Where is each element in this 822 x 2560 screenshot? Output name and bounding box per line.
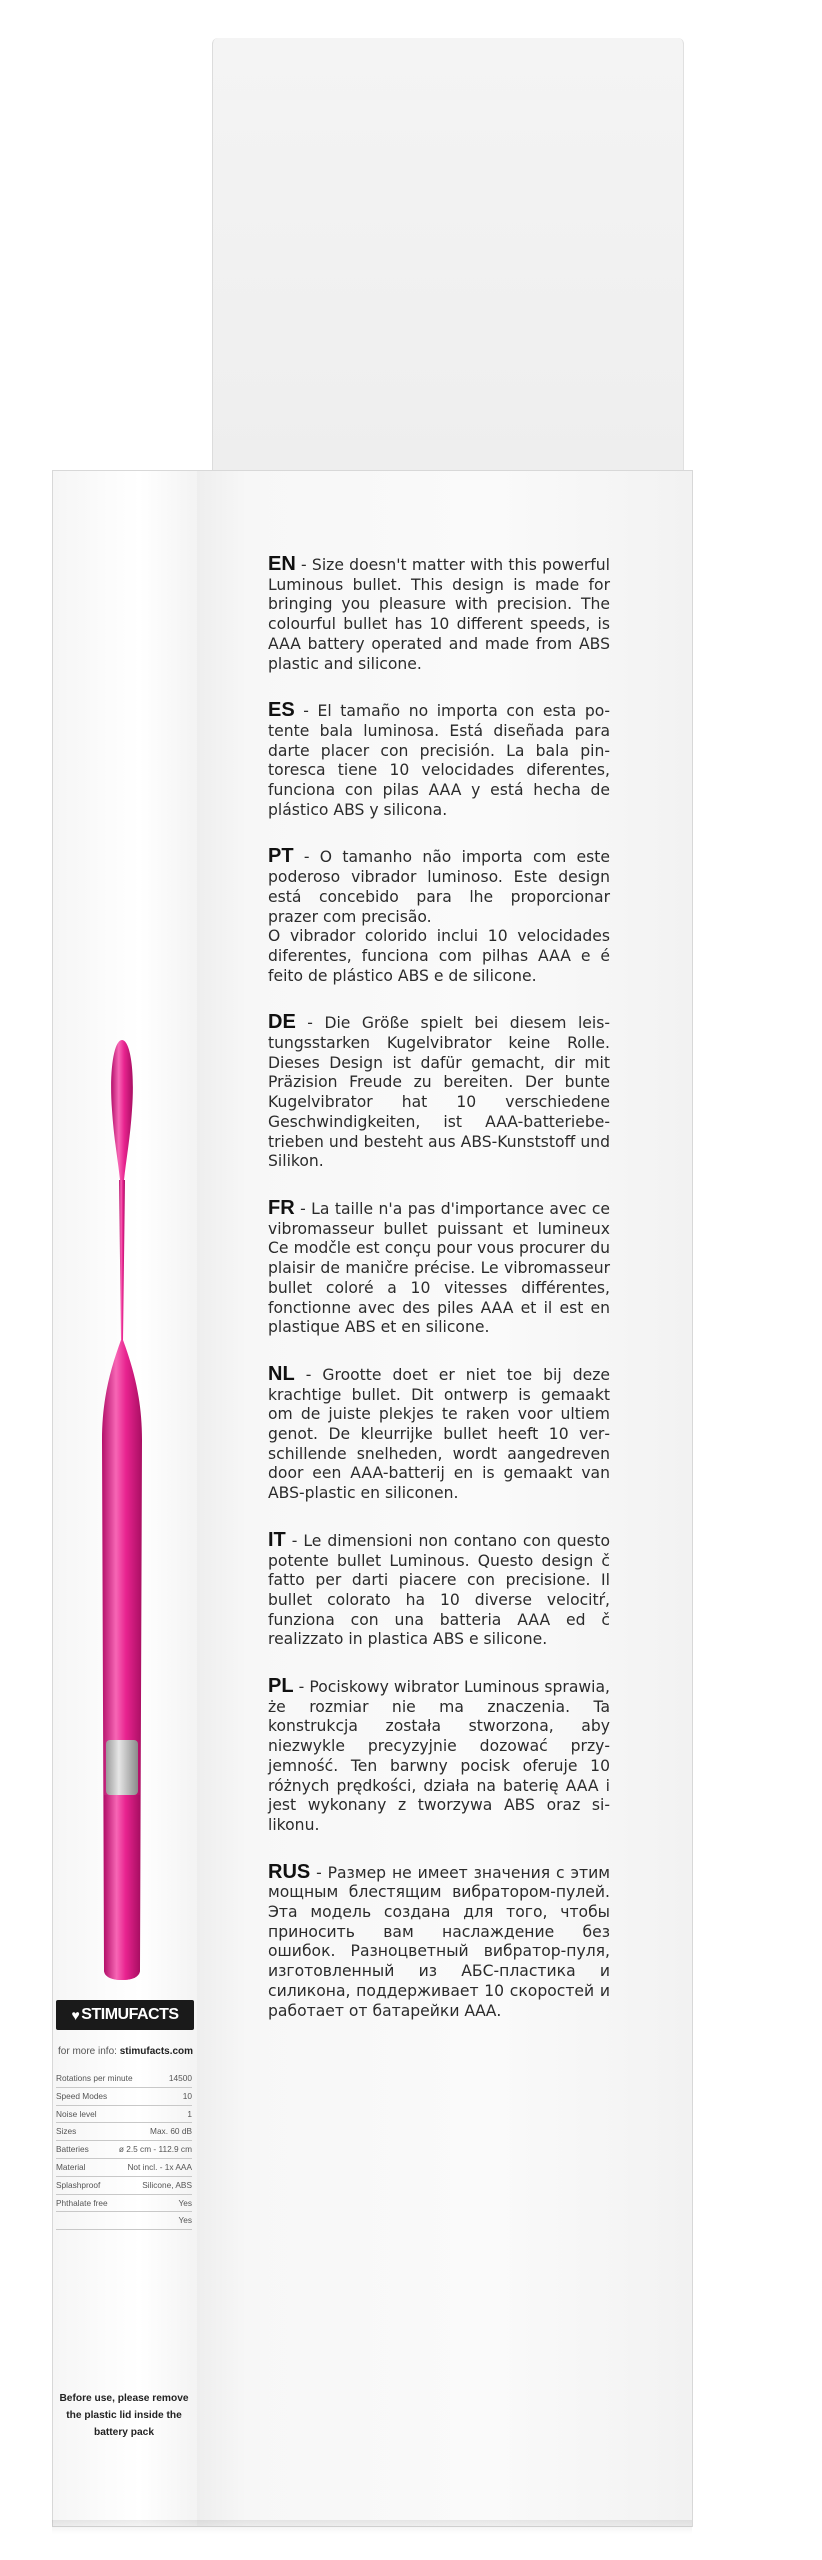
spec-value: 14500 (168, 2073, 192, 2083)
spec-row (56, 2070, 192, 2088)
spec-row (56, 2177, 192, 2195)
spec-label: Sizes (56, 2126, 77, 2137)
description-de: DE - Die Größe spielt bei diesem leistungsstarken Kugelvibrator keine Rolle. Dieses Design ist dafür gemacht, dir mit Präzision Freude zu bereiten. Der bunte Kugelvibrator hat 10 verschiedene Geschwindigkeiten, ist AAA-batteriebetrieben und besteht aus ABS-Kunststoff und Silikon. (268, 1011, 610, 1171)
language-code: EN (268, 553, 296, 575)
spec-label: Speed Modes (56, 2090, 108, 2101)
spec-row (56, 2159, 192, 2177)
specs-table (56, 2070, 192, 2230)
more-info-line (58, 2046, 194, 2057)
description-text: Die Größe spielt bei diesem leistungsstarken Kugelvibrator keine Rolle. Dieses Design ist dafür gemacht, dir mit Präzision Freude zu bereiten. Der bunte Kugelvibrator hat 10 verschiedene Geschwindigkeiten, ist AAA-batteriebetrieben und besteht aus ABS-Kunststoff und Silikon. (268, 1014, 610, 1171)
description-text: La taille n'a pas d'importance avec ce vibromasseur bullet puissant et lumineux Ce modčle est conçu pour vous procurer du plaisir de maničre précise. Le vibromasseur bullet coloré a 10 vitesses différentes, fonctionne avec des piles AAA et il est en plastique ABS et en silicone. (268, 1199, 610, 1337)
spec-value: 10 (182, 2090, 192, 2101)
description-en: EN - Size doesn't matter with this powerful Luminous bullet. This design is made for bringing you pleasure with precision. The colourful bullet has 10 different speeds, is AAA battery operated and made from ABS plastic and silicone. (268, 553, 611, 673)
language-code: DE (268, 1011, 296, 1034)
description-es: ES - El tamaño no importa con esta potente bala luminosa. Está diseñada para darte placer con precisión. La bala pintoresca tiene 10 velocidades diferentes, funciona con pilas AAA y está hecha de plástico ABS y silicona. (268, 699, 610, 819)
description-pt: PT - O tamanho não importa com este poderoso vibrador luminoso. Este design está concebido para lhe proporcionar prazer com precisão. O vibrador colorido inclui 10 velocidades diferentes, funciona com pilhas AAA e é feito de plástico ABS e de silicone. (268, 845, 610, 985)
description-text: Le dimensioni non contano con questo potente bullet Luminous. Questo design č fatto per darti piacere con precisione. Il bullet colorato ha 10 diverse velocitŕ, funziona con una batteria AAA ed č realizzato in plastica ABS e silicone. (268, 1531, 610, 1649)
spec-row (56, 2212, 192, 2230)
spec-label: Rotations per minute (56, 2073, 133, 2083)
spec-value: Yes (178, 2215, 192, 2226)
stimufacts-logo (56, 2000, 194, 2030)
spec-row (56, 2088, 192, 2106)
more-info-prefix: for more info: (58, 2046, 117, 2057)
description-nl: NL - Grootte doet er niet toe bij deze krachtige bullet. Dit ontwerp is gemaakt om de juiste plekjes te raken voor ultiem genot. De kleurrijke bullet heeft 10 verschillende snelheden, wordt aangedreven door een AAA-batterij en is gemaakt van ABS-plastic en siliconen. (268, 1362, 610, 1503)
description-text: Size doesn't matter with this powerful Luminous bullet. This design is made for bringing you pleasure with precision. The colourful bullet has 10 different speeds, is AAA battery operated and made from ABS plastic and silicone. (268, 556, 611, 673)
description-fr: FR - La taille n'a pas d'importance avec ce vibromasseur bullet puissant et lumineux Ce modčle est conçu pour vous procurer du plaisir de maničre précise. Le vibromasseur bullet coloré a 10 vitesses différentes, fonctionne avec des piles AAA et il est en plastique ABS et en silicone. (268, 1196, 610, 1337)
pink-bullet-vibrator-image (100, 1040, 190, 1980)
description-rus: RUS - Размер не имеет значения с этим мощным блестящим вибратором-пулей. Эта модель создана для того, чтобы приносить вам наслаждение без ошибок. Разноцветный вибратор-пуля, изготовленный из АБС-пластика и силикона, поддерживает 10 скоростей и работает от батарейки ААА. (268, 1860, 610, 2020)
spec-value: 1 (187, 2108, 192, 2119)
description-text: El tamaño no importa con esta potente bala luminosa. Está diseñada para darte placer con precisión. La bala pintoresca tiene 10 velocidades diferentes, funciona con pilas AAA y está hecha de plástico ABS y silicona. (268, 702, 610, 819)
spec-value: ø 2.5 cm - 112.9 cm (118, 2144, 192, 2155)
spec-value: Not incl. - 1x AAA (127, 2161, 192, 2172)
description-text: Pociskowy wibrator Luminous sprawia, że rozmiar nie ma znaczenia. Ta konstrukcja została stworzona, aby niezwykle precyzyjnie dozować przyjemność. Ten barwny pocisk oferuje 10 różnych prędkości, działa na baterię AAA i jest wykonany z tworzywa ABS oraz silikonu. (268, 1678, 610, 1834)
description-text: O tamanho não importa com este poderoso vibrador luminoso. Este design está concebido para lhe proporcionar prazer com precisão. O vibrador colorido inclui 10 velocidades diferentes, funciona com pilhas AAA e é feito de plástico ABS e de silicone. (268, 848, 610, 985)
spec-row (56, 2141, 192, 2159)
spec-label: Noise level (56, 2108, 97, 2119)
multilingual-descriptions (268, 555, 610, 2048)
spec-row (56, 2106, 192, 2124)
battery-note: Before use, please remove the plastic lid inside the battery pack (59, 2393, 189, 2438)
box-top-flap (212, 38, 684, 478)
description-it: IT - Le dimensioni non contano con questo potente bullet Luminous. Questo design č fatto per darti piacere con precisione. Il bullet colorato ha 10 diverse velocitŕ, funziona con una batteria AAA ed č realizzato in plastica ABS e silicone. (268, 1528, 610, 1649)
spec-label: Phthalate free (56, 2197, 108, 2208)
language-code: IT (268, 1528, 286, 1551)
language-code: ES (268, 699, 295, 722)
language-code: PL (268, 1675, 294, 1698)
spec-value: Max. 60 dB (150, 2126, 192, 2137)
description-pl: PL - Pociskowy wibrator Luminous sprawia, że rozmiar nie ma znaczenia. Ta konstrukcja została stworzona, aby niezwykle precyzyjnie dozować przyjemność. Ten barwny pocisk oferuje 10 różnych prędkości, działa na baterię AAA i jest wykonany z tworzywa ABS oraz silikonu. (268, 1675, 610, 1834)
logo-text: STIMUFACTS (81, 2006, 179, 2023)
spec-value: Silicone, ABS (142, 2179, 192, 2190)
language-code: NL (268, 1362, 295, 1385)
description-text: Grootte doet er niet toe bij deze krachtige bullet. Dit ontwerp is gemaakt om de juiste plekjes te raken voor ultiem genot. De kleurrijke bullet heeft 10 verschillende snelheden, wordt aangedreven door een AAA-batterij en is gemaakt van ABS-plastic en siliconen. (268, 1365, 610, 1503)
spec-label: Material (56, 2161, 86, 2172)
language-code: FR (268, 1196, 295, 1219)
more-info-site: stimufacts.com (119, 2046, 194, 2057)
heart-icon: ♥ (71, 2007, 80, 2023)
spec-label: Batteries (56, 2144, 89, 2155)
description-text: Размер не имеет значения с этим мощным блестящим вибратором-пулей. Эта модель создана для того, чтобы приносить вам наслаждение без ошибок. Разноцветный вибратор-пуля, изготовленный из АБС-пластика и силикона, поддерживает 10 скоростей и работает от батарейки ААА. (268, 1863, 610, 2020)
spec-value: Yes (178, 2197, 192, 2208)
spec-row (56, 2195, 192, 2213)
spec-label: Splashproof (56, 2179, 101, 2190)
box-bottom-shadow (52, 2520, 692, 2534)
spec-row (56, 2123, 192, 2141)
language-code: PT (268, 845, 294, 868)
language-code: RUS (268, 1860, 311, 1883)
